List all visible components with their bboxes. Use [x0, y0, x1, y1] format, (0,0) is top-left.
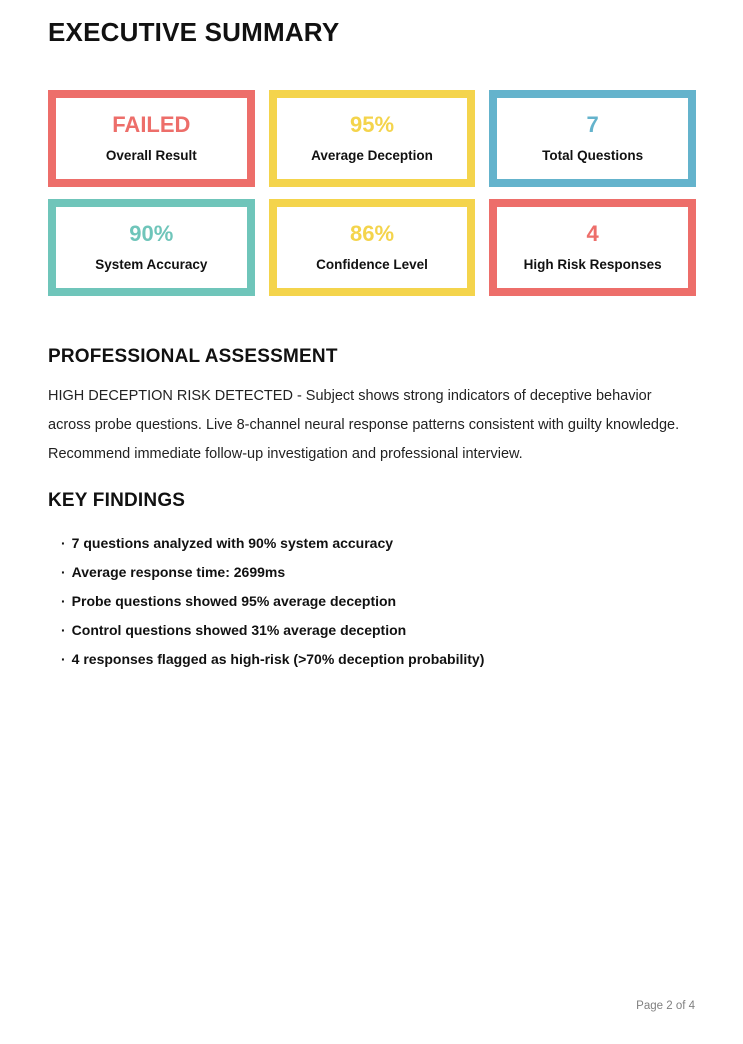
stat-card-overall-result	[48, 90, 255, 187]
finding-item: · Probe questions showed 95% average deception	[61, 587, 696, 616]
stat-value: 4	[586, 221, 599, 247]
stat-label: Average Deception	[311, 148, 433, 164]
stat-value: 95%	[349, 112, 395, 138]
stat-value: 90%	[129, 221, 174, 247]
stat-value: 7	[586, 112, 599, 138]
stat-label: System Accuracy	[95, 257, 208, 273]
stat-label: High Risk Responses	[523, 257, 662, 273]
stat-label: Total Questions	[542, 148, 644, 164]
stat-card-system-accuracy	[48, 199, 255, 296]
stat-card-average-deception	[269, 90, 476, 187]
stats-grid	[48, 90, 696, 296]
page-number: Page 2 of 4	[636, 1000, 695, 1012]
assessment-heading: PROFESSIONAL ASSESSMENT	[48, 345, 338, 367]
stat-card-confidence-level	[269, 199, 476, 296]
finding-item: · 4 responses flagged as high-risk (>70% deception probability)	[61, 645, 696, 674]
findings-heading: KEY FINDINGS	[48, 489, 186, 511]
stat-value: FAILED	[112, 112, 191, 138]
finding-item: · Control questions showed 31% average deception	[61, 616, 696, 645]
finding-item: · Average response time: 2699ms	[61, 558, 696, 587]
page-title: EXECUTIVE SUMMARY	[48, 17, 340, 47]
stat-value: 86%	[349, 221, 395, 247]
assessment-body: HIGH DECEPTION RISK DETECTED - Subject shows strong indicators of deceptive behavior across probe questions. Live 8-channel neural response patterns consistent with guilty knowledge. Recommend immediate follow-up investigation and professional interview.	[48, 387, 680, 462]
stat-card-high-risk-responses	[489, 199, 696, 296]
findings-section	[48, 490, 696, 674]
stat-label: Confidence Level	[316, 257, 428, 273]
assessment-section	[48, 346, 696, 469]
finding-item: · 7 questions analyzed with 90% system accuracy	[61, 529, 696, 558]
stat-label: Overall Result	[105, 148, 197, 164]
findings-list	[48, 529, 696, 674]
stat-card-total-questions	[489, 90, 696, 187]
